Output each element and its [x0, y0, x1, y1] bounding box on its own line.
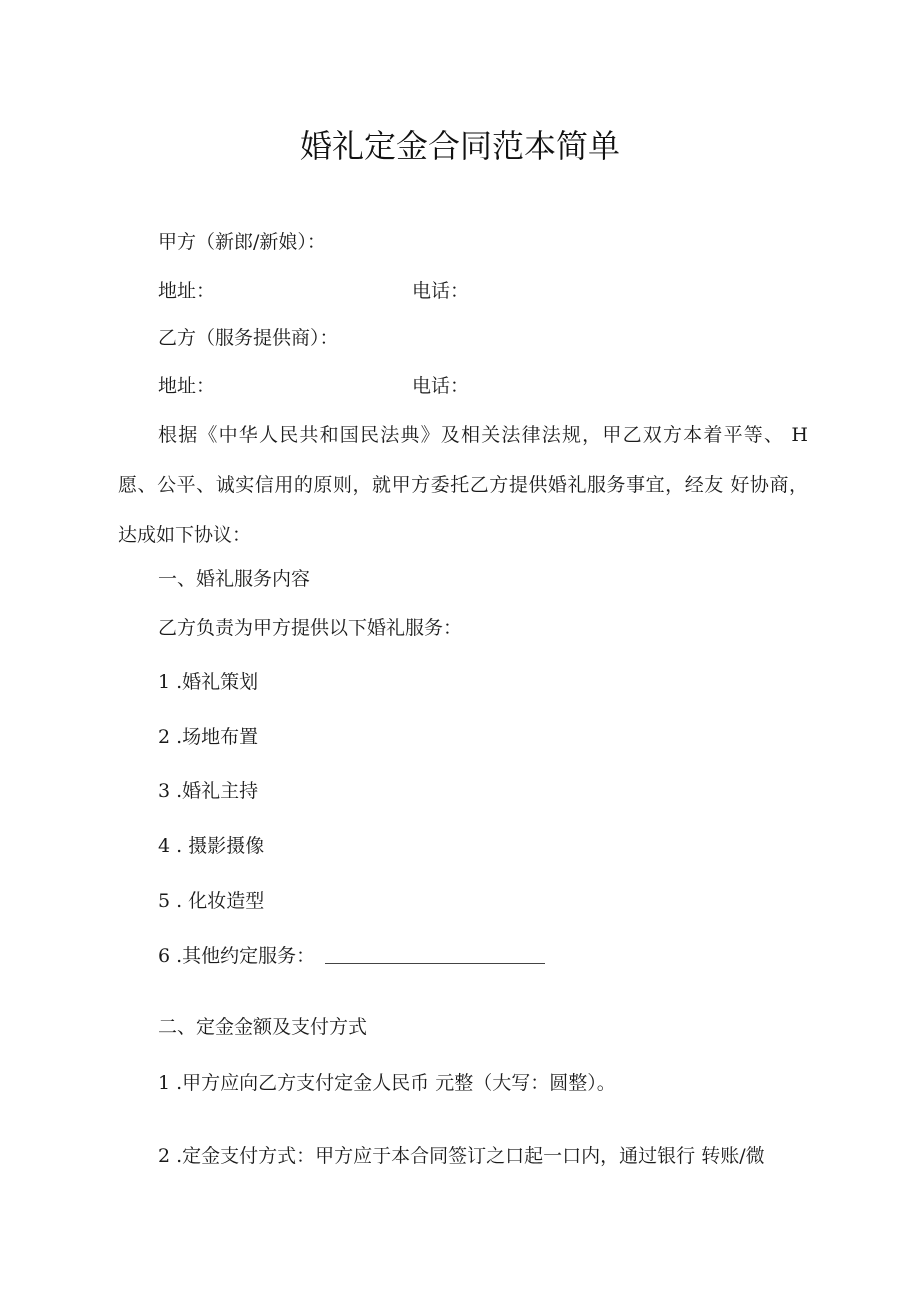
intro-line-3: 达成如下协议： [118, 524, 252, 546]
service-item-3: 3 .婚礼主持 [158, 780, 259, 802]
service-item-6-row [158, 942, 545, 970]
other-services-blank [325, 945, 545, 964]
intro-line-1: 根据《中华人民共和国民法典》及相关法律法规，甲乙双方本着平等、 H [158, 424, 808, 446]
party-b-phone-label: 电话： [412, 375, 470, 397]
intro-line-2: 愿、公平、诚实信用的原则，就甲方委托乙方提供婚礼服务事宜，经友 好协商， [118, 474, 808, 496]
service-item-1: 1 .婚礼策划 [158, 671, 259, 693]
party-b-label: 乙方（服务提供商）： [158, 327, 339, 349]
document-title: 婚礼定金合同范本简单 [299, 127, 620, 165]
section1-lead: 乙方负责为甲方提供以下婚礼服务： [158, 617, 463, 639]
service-item-5: 5 . 化妆造型 [158, 890, 265, 912]
party-a-address-label: 地址： [158, 280, 216, 302]
deposit-item-2: 2 .定金支付方式：甲方应于本合同签订之口起一口内，通过银行 转账/微 [158, 1145, 765, 1167]
party-a-label: 甲方（新郎/新娘）： [158, 231, 326, 253]
party-a-phone-label: 电话： [412, 280, 470, 302]
service-item-2: 2 .场地布置 [158, 726, 259, 748]
section2-heading: 二、定金金额及支付方式 [158, 1016, 368, 1038]
deposit-item-1: 1 .甲方应向乙方支付定金人民币 元整（大写：圆整）。 [158, 1072, 616, 1094]
service-item-4: 4 . 摄影摄像 [158, 835, 265, 857]
section1-heading: 一、婚礼服务内容 [158, 568, 311, 590]
intro-paragraph [118, 410, 808, 560]
party-b-address-label: 地址： [158, 375, 216, 397]
service-item-6: 6 .其他约定服务： [158, 945, 316, 967]
